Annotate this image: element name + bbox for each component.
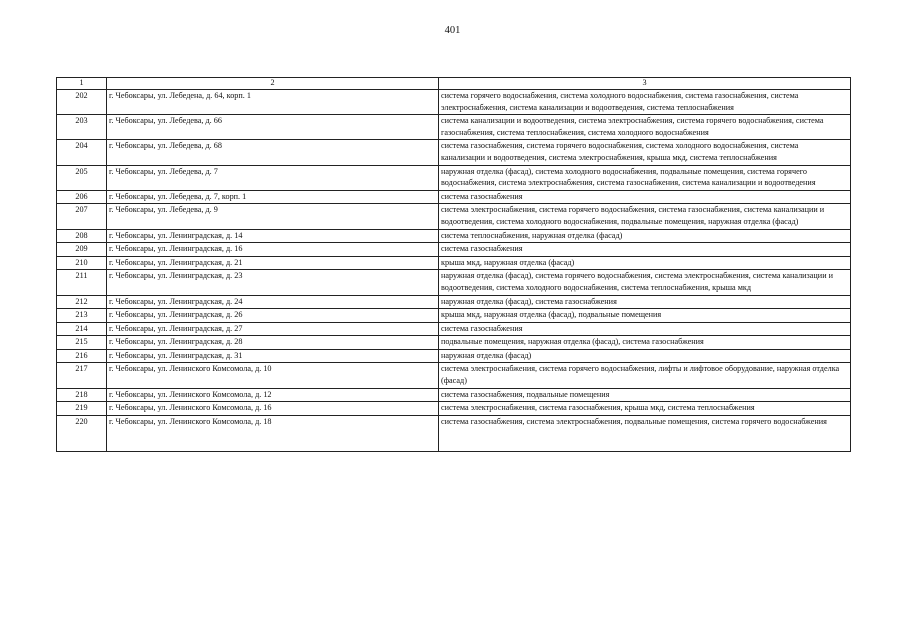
table-row (57, 243, 851, 257)
address-cell: г. Чебоксары, ул. Лебедева, д. 9 (107, 204, 439, 229)
address-cell: г. Чебоксары, ул. Ленинградская, д. 26 (107, 309, 439, 323)
table-row (57, 415, 851, 451)
systems-cell: система электроснабжения, система горячего водоснабжения, система газоснабжения, система канализации и водоотведения, система холодного водоснабжения, подвальные помещения, наружная отделка (фасад) (439, 204, 851, 229)
systems-cell: наружная отделка (фасад), система газоснабжения (439, 295, 851, 309)
table-row (57, 322, 851, 336)
column-header: 2 (107, 78, 439, 90)
column-header: 3 (439, 78, 851, 90)
table-row (57, 402, 851, 416)
systems-cell: подвальные помещения, наружная отделка (фасад), система газоснабжения (439, 336, 851, 350)
address-cell: г. Чебоксары, ул. Лебедена, д. 64, корп. 1 (107, 90, 439, 115)
address-cell: г. Чебоксары, ул. Лебедева, д. 68 (107, 140, 439, 165)
address-cell: г. Чебоксары, ул. Лебедева, д. 7 (107, 165, 439, 190)
row-number-cell: 216 (57, 349, 107, 363)
systems-cell: система газоснабжения (439, 243, 851, 257)
row-number-cell: 214 (57, 322, 107, 336)
table-row (57, 309, 851, 323)
row-number-cell: 202 (57, 90, 107, 115)
table-row (57, 140, 851, 165)
table-header-row (57, 78, 851, 90)
address-cell: г. Чебоксары, ул. Ленинградская, д. 28 (107, 336, 439, 350)
table-row (57, 256, 851, 270)
address-cell: г. Чебоксары, ул. Ленинградская, д. 31 (107, 349, 439, 363)
page-number: 401 (444, 25, 461, 36)
systems-cell: крыша мкд, наружная отделка (фасад), подвальные помещения (439, 309, 851, 323)
row-number-cell: 213 (57, 309, 107, 323)
address-cell: г. Чебоксары, ул. Ленинского Комсомола, д. 16 (107, 402, 439, 416)
row-number-cell: 211 (57, 270, 107, 295)
address-cell: г. Чебоксары, ул. Ленинградская, д. 23 (107, 270, 439, 295)
row-number-cell: 208 (57, 229, 107, 243)
row-number-cell: 203 (57, 115, 107, 140)
address-cell: г. Чебоксары, ул. Ленинградская, д. 27 (107, 322, 439, 336)
systems-cell: система электроснабжения, система горячего водоснабжения, лифты и лифтовое оборудование, наружная отделка (фасад) (439, 363, 851, 388)
row-number-cell: 204 (57, 140, 107, 165)
systems-cell: наружная отделка (фасад) (439, 349, 851, 363)
row-number-cell: 219 (57, 402, 107, 416)
address-cell: г. Чебоксары, ул. Ленинградская, д. 24 (107, 295, 439, 309)
row-number-cell: 220 (57, 415, 107, 451)
table-row (57, 165, 851, 190)
row-number-cell: 205 (57, 165, 107, 190)
systems-cell: система газоснабжения, система электроснабжения, подвальные помещения, система горячего водоснабжения (439, 415, 851, 451)
row-number-cell: 210 (57, 256, 107, 270)
systems-cell: система газоснабжения (439, 322, 851, 336)
table-row (57, 295, 851, 309)
systems-cell: система горячего водоснабжения, система холодного водоснабжения, система газоснабжения, система электроснабжения, система канализации и водоотведения, система теплоснабжения (439, 90, 851, 115)
table-row (57, 363, 851, 388)
row-number-cell: 215 (57, 336, 107, 350)
systems-cell: наружная отделка (фасад), система горячего водоснабжения, система электроснабжения, система канализации и водоотведения, система холодного водоснабжения, система теплоснабжения, крыша мкд (439, 270, 851, 295)
table-row (57, 190, 851, 204)
address-systems-table (56, 77, 851, 452)
table-row (57, 204, 851, 229)
systems-cell: крыша мкд, наружная отделка (фасад) (439, 256, 851, 270)
systems-cell: система газоснабжения (439, 190, 851, 204)
systems-cell: система теплоснабжения, наружная отделка (фасад) (439, 229, 851, 243)
column-header: 1 (57, 78, 107, 90)
address-cell: г. Чебоксары, ул. Ленинского Комсомола, д. 10 (107, 363, 439, 388)
row-number-cell: 206 (57, 190, 107, 204)
address-cell: г. Чебоксары, ул. Лебедева, д. 66 (107, 115, 439, 140)
systems-cell: система канализации и водоотведения, система электроснабжения, система горячего водоснабжения, система газоснабжения, система теплоснабжения, система холодного водоснабжения (439, 115, 851, 140)
row-number-cell: 209 (57, 243, 107, 257)
address-cell: г. Чебоксары, ул. Ленинградская, д. 16 (107, 243, 439, 257)
table-row (57, 270, 851, 295)
table-row (57, 90, 851, 115)
address-cell: г. Чебоксары, ул. Ленинградская, д. 21 (107, 256, 439, 270)
table-row (57, 388, 851, 402)
row-number-cell: 212 (57, 295, 107, 309)
table-row (57, 229, 851, 243)
table-row (57, 336, 851, 350)
address-cell: г. Чебоксары, ул. Ленинского Комсомола, д. 12 (107, 388, 439, 402)
address-cell: г. Чебоксары, ул. Ленинградская, д. 14 (107, 229, 439, 243)
address-cell: г. Чебоксары, ул. Ленинского Комсомола, д. 18 (107, 415, 439, 451)
systems-cell: система газоснабжения, подвальные помещения (439, 388, 851, 402)
row-number-cell: 207 (57, 204, 107, 229)
table-row (57, 115, 851, 140)
row-number-cell: 218 (57, 388, 107, 402)
row-number-cell: 217 (57, 363, 107, 388)
systems-cell: наружная отделка (фасад), система холодного водоснабжения, подвальные помещения, система горячего водоснабжения, система электроснабжения, система газоснабжения, система канализации и водоотведения (439, 165, 851, 190)
address-cell: г. Чебоксары, ул. Лебедева, д. 7, корп. 1 (107, 190, 439, 204)
systems-cell: система электроснабжения, система газоснабжения, крыша мкд, система теплоснабжения (439, 402, 851, 416)
systems-cell: система газоснабжения, система горячего водоснабжения, система холодного водоснабжения, система канализации и водоотведения, система электроснабжения, крыша мкд, система теплоснабжения (439, 140, 851, 165)
table-row (57, 349, 851, 363)
